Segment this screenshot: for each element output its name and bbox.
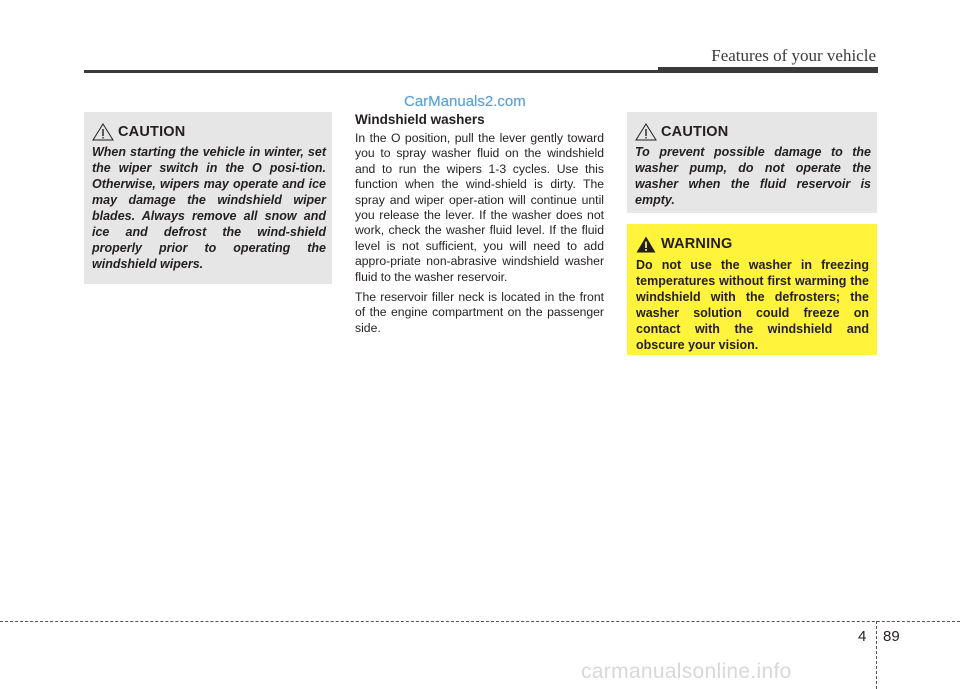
caution-header — [635, 122, 871, 142]
page-number: 89 — [883, 628, 900, 645]
warning-header — [636, 234, 869, 254]
caution-box-right — [627, 112, 877, 213]
watermark-bottom[interactable]: carmanualsonline.info — [581, 660, 792, 683]
chapter-number: 4 — [858, 628, 867, 645]
windshield-washers-section — [355, 112, 604, 341]
section-paragraph: The reservoir filler neck is located in the front of the engine compartment on the passenger side. — [355, 290, 604, 335]
page-header-title: Features of your vehicle — [711, 46, 876, 65]
header-rule-accent — [658, 67, 878, 73]
caution-triangle-icon — [92, 123, 114, 141]
caution-body: To prevent possible damage to the washer pump, do not operate the washer when the fluid reservoir is empty. — [635, 145, 871, 207]
caution-title: CAUTION — [661, 124, 729, 140]
section-title: Windshield washers — [355, 112, 485, 127]
warning-triangle-icon — [636, 236, 656, 253]
caution-title: CAUTION — [118, 124, 186, 140]
caution-header — [92, 122, 326, 142]
caution-body: When starting the vehicle in winter, set the wiper switch in the O posi-tion. Otherwise, wipers may operate and ice may damage the windshield wiper blades. Always remove all snow and ice and defrost the wind-shield properly prior to operating the windshield wipers. — [92, 145, 326, 271]
warning-body: Do not use the washer in freezing temperatures without first warming the windshield with the defrosters; the washer solution could freeze on contact with the windshield and obscure your vision. — [636, 258, 869, 352]
section-paragraph: In the O position, pull the lever gently toward you to spray washer fluid on the windshield and to run the wipers 1-3 cycles. Use this function when the wind-shield is dirty. The spray and wiper oper-ation will continue until you release the lever. If the washer does not work, check the washer fluid level. If the fluid level is not sufficient, you will need to add appro-priate non-abrasive windshield washer fluid to the washer reservoir. — [355, 131, 604, 284]
footer-dashed-rule — [0, 621, 960, 622]
caution-triangle-icon — [635, 123, 657, 141]
warning-box — [627, 224, 877, 355]
warning-title: WARNING — [661, 236, 733, 252]
watermark-top[interactable]: CarManuals2.com — [404, 93, 526, 110]
footer-dashed-divider — [876, 621, 877, 689]
caution-box-left — [84, 112, 332, 284]
